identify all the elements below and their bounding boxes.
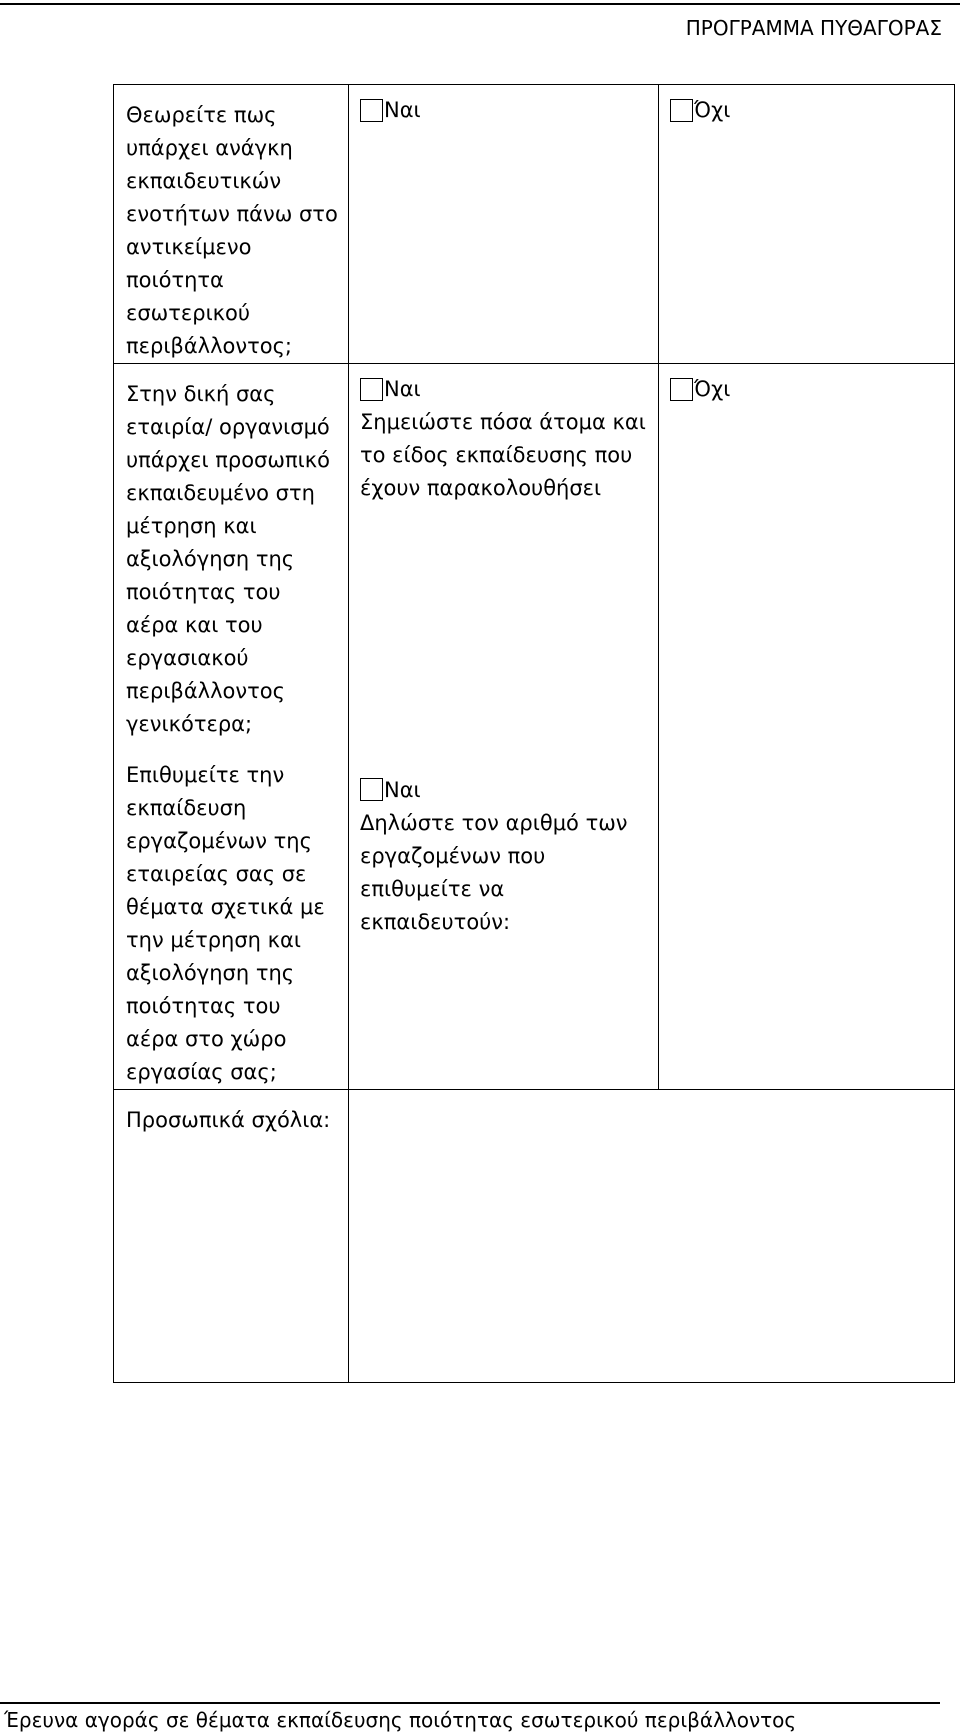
- table-row: [114, 364, 955, 759]
- yes-checkbox[interactable]: [360, 99, 383, 122]
- table-row: [114, 1089, 955, 1382]
- answer-yes-cell: [349, 85, 659, 364]
- yes-instruction-text: Σημειώστε πόσα άτομα και το είδος εκπαίδευσης που έχουν παρακολουθήσει: [360, 410, 646, 500]
- footer-rule: [0, 1702, 940, 1704]
- question-cell: [114, 759, 349, 1090]
- question-cell: [114, 364, 349, 759]
- header-rule: [0, 3, 960, 5]
- no-checkbox[interactable]: [670, 378, 693, 401]
- table-row: [114, 85, 955, 364]
- question-text: Θεωρείτε πως υπάρχει ανάγκη εκπαιδευτικών ενοτήτων πάνω στο αντικείμενο ποιότητα εσωτερικού περιβάλλοντος;: [126, 103, 338, 358]
- answer-no-cell: [659, 364, 955, 1090]
- questionnaire-table: [113, 84, 955, 1383]
- no-label: Όχι: [694, 377, 731, 401]
- yes-checkbox[interactable]: [360, 778, 383, 801]
- question-text: Προσωπικά σχόλια:: [126, 1107, 331, 1132]
- page-footer-text: Έρευνα αγοράς σε θέματα εκπαίδευσης ποιότητας εσωτερικού περιβάλλοντος: [4, 1708, 797, 1732]
- question-text: Στην δική σας εταιρία/ οργανισμό υπάρχει προσωπικό εκπαιδευμένο στη μέτρηση και αξιολόγηση της ποιότητας του αέρα και του εργασιακού περιβάλλοντος γενικότερα;: [126, 382, 330, 736]
- question-text: Επιθυμείτε την εκπαίδευση εργαζομένων της εταιρείας σας σε θέματα σχετικά με την μέτρηση και αξιολόγηση της ποιότητας του αέρα στο χώρο εργασίας σας;: [126, 762, 325, 1084]
- yes-label: Ναι: [384, 98, 421, 122]
- yes-label: Ναι: [384, 777, 421, 802]
- yes-label: Ναι: [384, 377, 421, 401]
- yes-instruction-text: Δηλώστε τον αριθμό των εργαζομένων που επιθυμείτε να εκπαιδευτούν:: [360, 810, 628, 934]
- answer-yes-cell: [349, 364, 659, 759]
- comments-field[interactable]: [349, 1089, 955, 1382]
- question-cell: [114, 1089, 349, 1382]
- no-label: Όχι: [694, 98, 731, 122]
- page-header-title: ΠΡΟΓΡΑΜΜΑ ΠΥΘΑΓΟΡΑΣ: [685, 16, 942, 40]
- answer-no-cell: [659, 85, 955, 364]
- answer-yes-cell: [349, 759, 659, 1090]
- question-cell: [114, 85, 349, 364]
- no-checkbox[interactable]: [670, 99, 693, 122]
- yes-checkbox[interactable]: [360, 378, 383, 401]
